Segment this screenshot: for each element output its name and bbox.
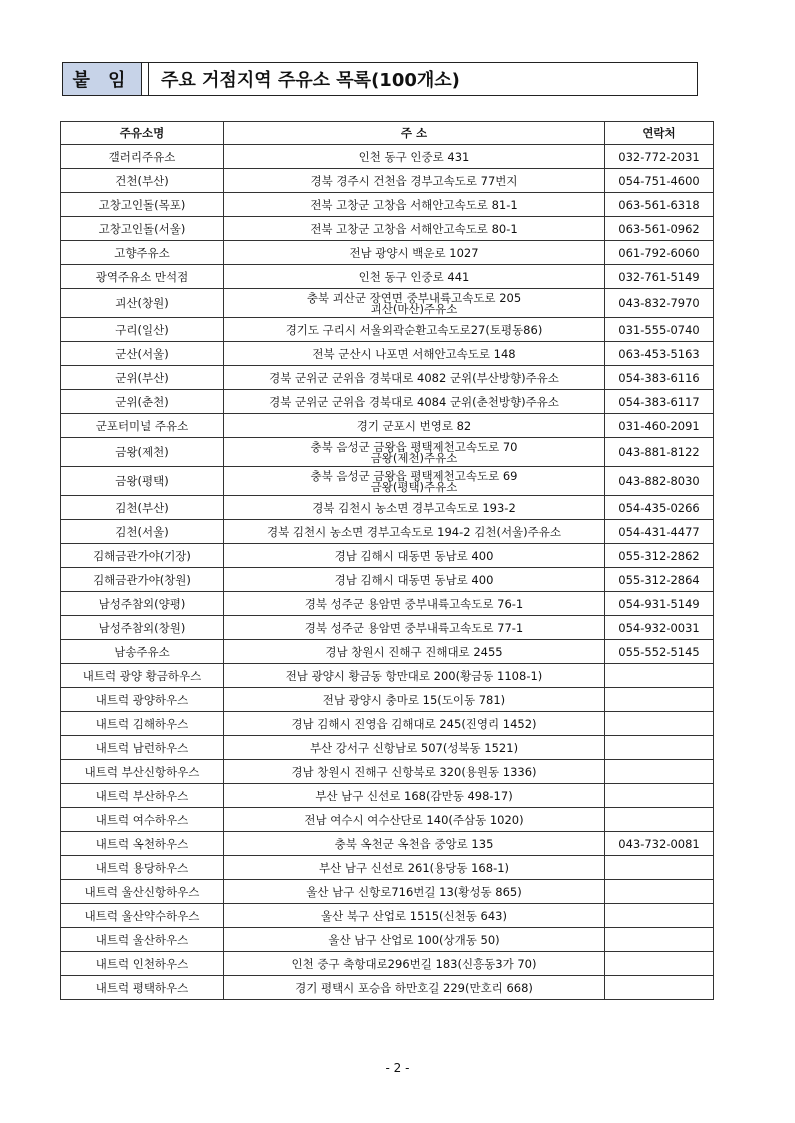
table-row: [61, 193, 714, 217]
station-name: 내트럭 울산하우스: [61, 928, 224, 952]
table-row: [61, 366, 714, 390]
table-row: [61, 390, 714, 414]
station-name: 고향주유소: [61, 241, 224, 265]
station-name: 내트럭 울산신항하우스: [61, 880, 224, 904]
station-address: 경남 김해시 진영읍 김해대로 245(진영리 1452): [224, 712, 605, 736]
page-header: [62, 62, 698, 96]
table-row: [61, 318, 714, 342]
station-phone: 032-772-2031: [605, 145, 714, 169]
station-address: 경북 성주군 용암면 중부내륙고속도로 77-1: [224, 616, 605, 640]
table-row: [61, 265, 714, 289]
address-line-1: 충북 음성군 금왕읍 평택제천고속도로 69: [310, 468, 518, 483]
station-phone: 054-431-4477: [605, 520, 714, 544]
station-name: 김천(서울): [61, 520, 224, 544]
station-name: 남성주참외(양평): [61, 592, 224, 616]
table-row: [61, 241, 714, 265]
station-address: 인천 중구 축항대로296번길 183(신흥동3가 70): [224, 952, 605, 976]
station-phone: 061-792-6060: [605, 241, 714, 265]
station-name: 고창고인돌(목포): [61, 193, 224, 217]
station-name: 내트럭 광양하우스: [61, 688, 224, 712]
page-number: - 2 -: [385, 1061, 410, 1075]
station-name: 군산(서울): [61, 342, 224, 366]
station-address: 경남 김해시 대동면 동남로 400: [224, 544, 605, 568]
station-address: 전북 고창군 고창읍 서해안고속도로 80-1: [224, 217, 605, 241]
station-name: 금왕(평택): [61, 467, 224, 496]
station-address: 경남 창원시 진해구 신항북로 320(용원동 1336): [224, 760, 605, 784]
station-phone: 054-751-4600: [605, 169, 714, 193]
station-address: 경북 경주시 건천읍 경부고속도로 77번지: [224, 169, 605, 193]
station-name: 내트럭 인천하우스: [61, 952, 224, 976]
station-phone: [605, 664, 714, 688]
table-row: [61, 688, 714, 712]
station-phone: 054-932-0031: [605, 616, 714, 640]
address-line-1: 충북 괴산군 장연면 중부내륙고속도로 205: [306, 290, 522, 305]
table-row: [61, 217, 714, 241]
address-line-2: 괴산(마산)주유소: [370, 301, 458, 316]
station-phone: 054-435-0266: [605, 496, 714, 520]
station-address: 부산 남구 신선로 261(용당동 168-1): [224, 856, 605, 880]
station-name: 건천(부산): [61, 169, 224, 193]
station-address: 부산 남구 신선로 168(감만동 498-17): [224, 784, 605, 808]
station-phone: 031-460-2091: [605, 414, 714, 438]
station-phone: [605, 976, 714, 1000]
station-phone: 054-931-5149: [605, 592, 714, 616]
table-row: [61, 169, 714, 193]
table-row: [61, 438, 714, 467]
station-phone: [605, 928, 714, 952]
column-header-address: 주 소: [224, 122, 605, 145]
station-address: 전북 군산시 나포면 서해안고속도로 148: [224, 342, 605, 366]
station-phone: [605, 760, 714, 784]
table-row: [61, 467, 714, 496]
station-address: 전남 여수시 여수산단로 140(주삼동 1020): [224, 808, 605, 832]
station-address: 경북 군위군 군위읍 경북대로 4084 군위(춘천방향)주유소: [224, 390, 605, 414]
table-row: [61, 616, 714, 640]
station-phone: 055-312-2862: [605, 544, 714, 568]
column-header-phone: 연락처: [605, 122, 714, 145]
table-row: [61, 289, 714, 318]
station-address: 경남 김해시 대동면 동남로 400: [224, 568, 605, 592]
station-phone: 043-881-8122: [605, 438, 714, 467]
station-address: 경북 김천시 농소면 경부고속도로 194-2 김천(서울)주유소: [224, 520, 605, 544]
table-row: [61, 712, 714, 736]
station-address: 경북 김천시 농소면 경부고속도로 193-2: [224, 496, 605, 520]
station-address: 울산 북구 산업로 1515(신천동 643): [224, 904, 605, 928]
station-name: 군위(춘천): [61, 390, 224, 414]
station-address: 경북 성주군 용암면 중부내륙고속도로 76-1: [224, 592, 605, 616]
column-header-name: 주유소명: [61, 122, 224, 145]
table-row: [61, 145, 714, 169]
table-row: [61, 832, 714, 856]
attachment-badge: 붙 임: [63, 63, 142, 95]
station-address: [224, 438, 605, 467]
station-address: 전남 광양시 충마로 15(도이동 781): [224, 688, 605, 712]
station-address: 경남 창원시 진해구 진해대로 2455: [224, 640, 605, 664]
station-address: 전남 광양시 백운로 1027: [224, 241, 605, 265]
station-name: 내트럭 김해하우스: [61, 712, 224, 736]
table-row: [61, 784, 714, 808]
station-phone: [605, 712, 714, 736]
station-phone: 055-312-2864: [605, 568, 714, 592]
station-name: 내트럭 부산하우스: [61, 784, 224, 808]
station-address: 경기 평택시 포승읍 하만호길 229(만호리 668): [224, 976, 605, 1000]
table-row: [61, 664, 714, 688]
station-name: 내트럭 남런하우스: [61, 736, 224, 760]
station-phone: 063-561-6318: [605, 193, 714, 217]
station-name: 내트럭 광양 황금하우스: [61, 664, 224, 688]
table-row: [61, 640, 714, 664]
station-phone: 054-383-6116: [605, 366, 714, 390]
station-name: 남송주유소: [61, 640, 224, 664]
table-row: [61, 904, 714, 928]
station-phone: [605, 784, 714, 808]
station-address: 전남 광양시 황금동 항만대로 200(황금동 1108-1): [224, 664, 605, 688]
table-row: [61, 856, 714, 880]
station-phone: [605, 880, 714, 904]
table-row: [61, 342, 714, 366]
station-name: 내트럭 옥천하우스: [61, 832, 224, 856]
station-phone: [605, 856, 714, 880]
address-line-2: 금왕(제천)주유소: [370, 450, 458, 465]
station-phone: 031-555-0740: [605, 318, 714, 342]
station-phone: 043-832-7970: [605, 289, 714, 318]
station-name: 금왕(제천): [61, 438, 224, 467]
table-row: [61, 976, 714, 1000]
page-title: 주요 거점지역 주유소 목록(100개소): [161, 70, 460, 91]
table-row: [61, 880, 714, 904]
station-address: 울산 남구 산업로 100(상개동 50): [224, 928, 605, 952]
table-row: [61, 592, 714, 616]
station-name: 구리(일산): [61, 318, 224, 342]
table-row: [61, 808, 714, 832]
station-address: [224, 467, 605, 496]
station-address: 울산 남구 신항로716번길 13(황성동 865): [224, 880, 605, 904]
station-name: 내트럭 여수하우스: [61, 808, 224, 832]
table-header-row: [61, 122, 714, 145]
station-phone: 032-761-5149: [605, 265, 714, 289]
station-name: 김해금관가야(창원): [61, 568, 224, 592]
station-phone: 063-453-5163: [605, 342, 714, 366]
station-phone: 043-732-0081: [605, 832, 714, 856]
station-name: 광역주유소 만석점: [61, 265, 224, 289]
station-phone: 063-561-0962: [605, 217, 714, 241]
station-name: 내트럭 용당하우스: [61, 856, 224, 880]
station-phone: [605, 952, 714, 976]
station-phone: 055-552-5145: [605, 640, 714, 664]
station-name: 군포터미널 주유소: [61, 414, 224, 438]
station-phone: [605, 808, 714, 832]
station-phone: [605, 688, 714, 712]
station-name: 내트럭 평택하우스: [61, 976, 224, 1000]
station-name: 김천(부산): [61, 496, 224, 520]
table-row: [61, 952, 714, 976]
address-line-2: 금왕(평택)주유소: [370, 479, 458, 494]
station-phone: [605, 904, 714, 928]
table-row: [61, 544, 714, 568]
station-name: 남성주참외(창원): [61, 616, 224, 640]
station-address: [224, 289, 605, 318]
header-divider: [142, 63, 149, 95]
station-name: 내트럭 부산신항하우스: [61, 760, 224, 784]
station-name: 괴산(창원): [61, 289, 224, 318]
address-line-1: 충북 음성군 금왕읍 평택제천고속도로 70: [310, 439, 518, 454]
station-name: 내트럭 울산약수하우스: [61, 904, 224, 928]
table-row: [61, 568, 714, 592]
table-row: [61, 760, 714, 784]
station-name: 군위(부산): [61, 366, 224, 390]
station-name: 갤러리주유소: [61, 145, 224, 169]
table-row: [61, 414, 714, 438]
station-address: 인천 동구 인중로 431: [224, 145, 605, 169]
station-address: 경북 군위군 군위읍 경북대로 4082 군위(부산방향)주유소: [224, 366, 605, 390]
table-row: [61, 928, 714, 952]
station-address: 경기도 구리시 서울외곽순환고속도로27(토평동86): [224, 318, 605, 342]
station-address: 충북 옥천군 옥천읍 중앙로 135: [224, 832, 605, 856]
table-row: [61, 520, 714, 544]
gas-station-table: [60, 121, 714, 1000]
table-row: [61, 496, 714, 520]
station-name: 고창고인돌(서울): [61, 217, 224, 241]
table-row: [61, 736, 714, 760]
station-name: 김해금관가야(기장): [61, 544, 224, 568]
station-address: 인천 동구 인중로 441: [224, 265, 605, 289]
station-address: 부산 강서구 신항남로 507(성북동 1521): [224, 736, 605, 760]
station-phone: 043-882-8030: [605, 467, 714, 496]
station-address: 경기 군포시 번영로 82: [224, 414, 605, 438]
station-address: 전북 고창군 고창읍 서해안고속도로 81-1: [224, 193, 605, 217]
station-phone: 054-383-6117: [605, 390, 714, 414]
station-phone: [605, 736, 714, 760]
